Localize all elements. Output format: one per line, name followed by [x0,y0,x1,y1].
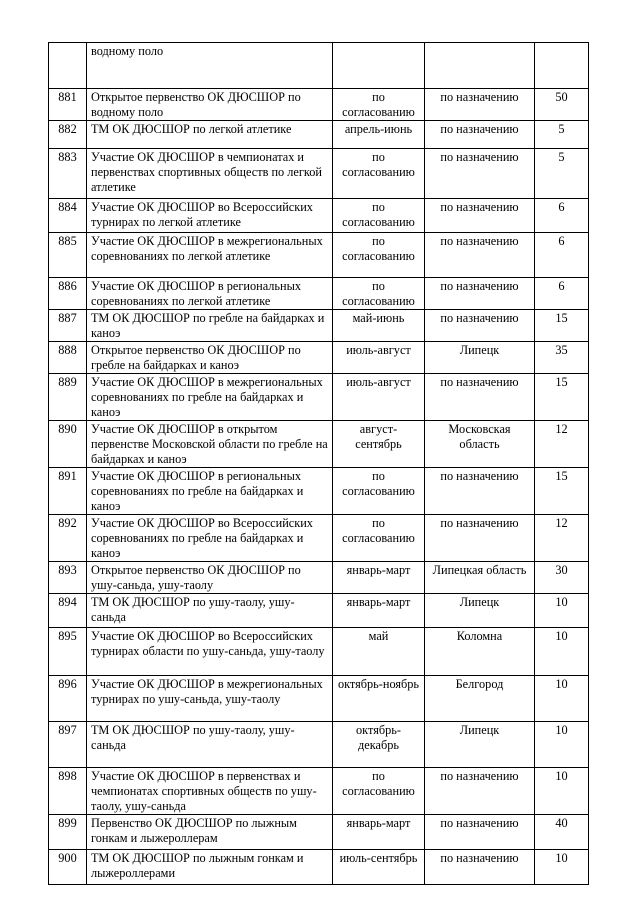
event-place: по назначению [425,515,535,562]
participant-count: 15 [535,374,589,421]
event-place: Липецк [425,342,535,374]
participant-count: 12 [535,515,589,562]
event-date: по согласованию [333,515,425,562]
table-row [49,676,589,722]
row-number: 889 [49,374,87,421]
event-name: Участие ОК ДЮСШОР в межрегиональных соревнованиях по гребле на байдарках и каноэ [87,374,333,421]
document-page [48,42,588,885]
event-place: по назначению [425,233,535,278]
row-number: 887 [49,310,87,342]
event-date: январь-март [333,594,425,628]
participant-count: 40 [535,815,589,850]
event-name: Участие ОК ДЮСШОР в открытом первенстве Московской области по гребле на байдарках и каноэ [87,421,333,468]
table-row [49,199,589,233]
table-row [49,850,589,885]
event-date: по согласованию [333,278,425,310]
event-date: по согласованию [333,149,425,199]
participant-count: 5 [535,121,589,149]
event-date: апрель-июнь [333,121,425,149]
participant-count: 10 [535,768,589,815]
table-row [49,149,589,199]
row-number: 898 [49,768,87,815]
event-name: Участие ОК ДЮСШОР в чемпионатах и первенствах спортивных обществ по легкой атлетике [87,149,333,199]
participant-count: 6 [535,233,589,278]
event-place: по назначению [425,121,535,149]
event-date: по согласованию [333,468,425,515]
row-number: 891 [49,468,87,515]
event-date: январь-март [333,562,425,594]
event-place: Липецк [425,722,535,768]
event-date: по согласованию [333,199,425,233]
row-number: 897 [49,722,87,768]
participant-count: 30 [535,562,589,594]
event-date: октябрь-ноябрь [333,676,425,722]
event-name: Участие ОК ДЮСШОР в региональных соревнованиях по легкой атлетике [87,278,333,310]
event-name: Открытое первенство ОК ДЮСШОР по ушу-саньда, ушу-таолу [87,562,333,594]
event-name: Участие ОК ДЮСШОР во Всероссийских турнирах области по ушу-саньда, ушу-таолу [87,628,333,676]
event-name: Участие ОК ДЮСШОР во Всероссийских соревнованиях по гребле на байдарках и каноэ [87,515,333,562]
event-place: Коломна [425,628,535,676]
event-date [333,43,425,89]
event-place: по назначению [425,278,535,310]
event-date: октябрь-декабрь [333,722,425,768]
event-name: Первенство ОК ДЮСШОР по лыжным гонкам и лыжероллерам [87,815,333,850]
event-name: Участие ОК ДЮСШОР в межрегиональных соревнованиях по легкой атлетике [87,233,333,278]
event-place: по назначению [425,374,535,421]
participant-count: 15 [535,468,589,515]
table-row [49,43,589,89]
participant-count: 10 [535,850,589,885]
table-row [49,233,589,278]
event-name: Участие ОК ДЮСШОР в межрегиональных турнирах по ушу-саньда, ушу-таолу [87,676,333,722]
row-number: 883 [49,149,87,199]
event-date: май [333,628,425,676]
event-place: Белгород [425,676,535,722]
participant-count: 6 [535,278,589,310]
table-row [49,421,589,468]
event-place: по назначению [425,149,535,199]
row-number: 900 [49,850,87,885]
event-date: июль-сентябрь [333,850,425,885]
table-row [49,815,589,850]
table-row [49,515,589,562]
participant-count: 10 [535,676,589,722]
event-date: май-июнь [333,310,425,342]
event-place: по назначению [425,768,535,815]
row-number: 890 [49,421,87,468]
participant-count: 15 [535,310,589,342]
event-date: июль-август [333,374,425,421]
event-name: ТМ ОК ДЮСШОР по легкой атлетике [87,121,333,149]
participant-count: 10 [535,722,589,768]
table-row [49,278,589,310]
event-name: Открытое первенство ОК ДЮСШОР по гребле на байдарках и каноэ [87,342,333,374]
event-place: Липецк [425,594,535,628]
event-name: Участие ОК ДЮСШОР в региональных соревнованиях по гребле на байдарках и каноэ [87,468,333,515]
event-place: по назначению [425,850,535,885]
participant-count: 12 [535,421,589,468]
event-place: по назначению [425,815,535,850]
event-date: январь-март [333,815,425,850]
row-number: 893 [49,562,87,594]
event-name: ТМ ОК ДЮСШОР по ушу-таолу, ушу-саньда [87,722,333,768]
row-number [49,43,87,89]
event-name: ТМ ОК ДЮСШОР по ушу-таолу, ушу-саньда [87,594,333,628]
table-row [49,310,589,342]
table-row [49,722,589,768]
event-date: по согласованию [333,233,425,278]
row-number: 896 [49,676,87,722]
table-row [49,628,589,676]
row-number: 892 [49,515,87,562]
participant-count: 6 [535,199,589,233]
event-name: водному поло [87,43,333,89]
table-row [49,768,589,815]
event-name: ТМ ОК ДЮСШОР по лыжным гонкам и лыжероллерами [87,850,333,885]
event-name: Участие ОК ДЮСШОР в первенствах и чемпионатах спортивных обществ по ушу-таолу, ушу-саньда [87,768,333,815]
table-row [49,89,589,121]
participant-count: 35 [535,342,589,374]
participant-count: 10 [535,628,589,676]
event-place: по назначению [425,199,535,233]
row-number: 881 [49,89,87,121]
row-number: 895 [49,628,87,676]
table-row [49,562,589,594]
row-number: 899 [49,815,87,850]
table-row [49,594,589,628]
table-row [49,342,589,374]
event-place: Липецкая область [425,562,535,594]
event-date: по согласованию [333,89,425,121]
participant-count: 10 [535,594,589,628]
event-name: Открытое первенство ОК ДЮСШОР по водному поло [87,89,333,121]
events-table [48,42,589,885]
row-number: 882 [49,121,87,149]
event-date: по согласованию [333,768,425,815]
row-number: 886 [49,278,87,310]
event-place [425,43,535,89]
table-row [49,121,589,149]
row-number: 885 [49,233,87,278]
event-name: ТМ ОК ДЮСШОР по гребле на байдарках и каноэ [87,310,333,342]
event-place: по назначению [425,468,535,515]
row-number: 884 [49,199,87,233]
event-place: Московская область [425,421,535,468]
event-name: Участие ОК ДЮСШОР во Всероссийских турнирах по легкой атлетике [87,199,333,233]
event-place: по назначению [425,89,535,121]
participant-count [535,43,589,89]
participant-count: 5 [535,149,589,199]
row-number: 894 [49,594,87,628]
table-row [49,468,589,515]
table-row [49,374,589,421]
participant-count: 50 [535,89,589,121]
row-number: 888 [49,342,87,374]
event-date: август-сентябрь [333,421,425,468]
event-place: по назначению [425,310,535,342]
event-date: июль-август [333,342,425,374]
